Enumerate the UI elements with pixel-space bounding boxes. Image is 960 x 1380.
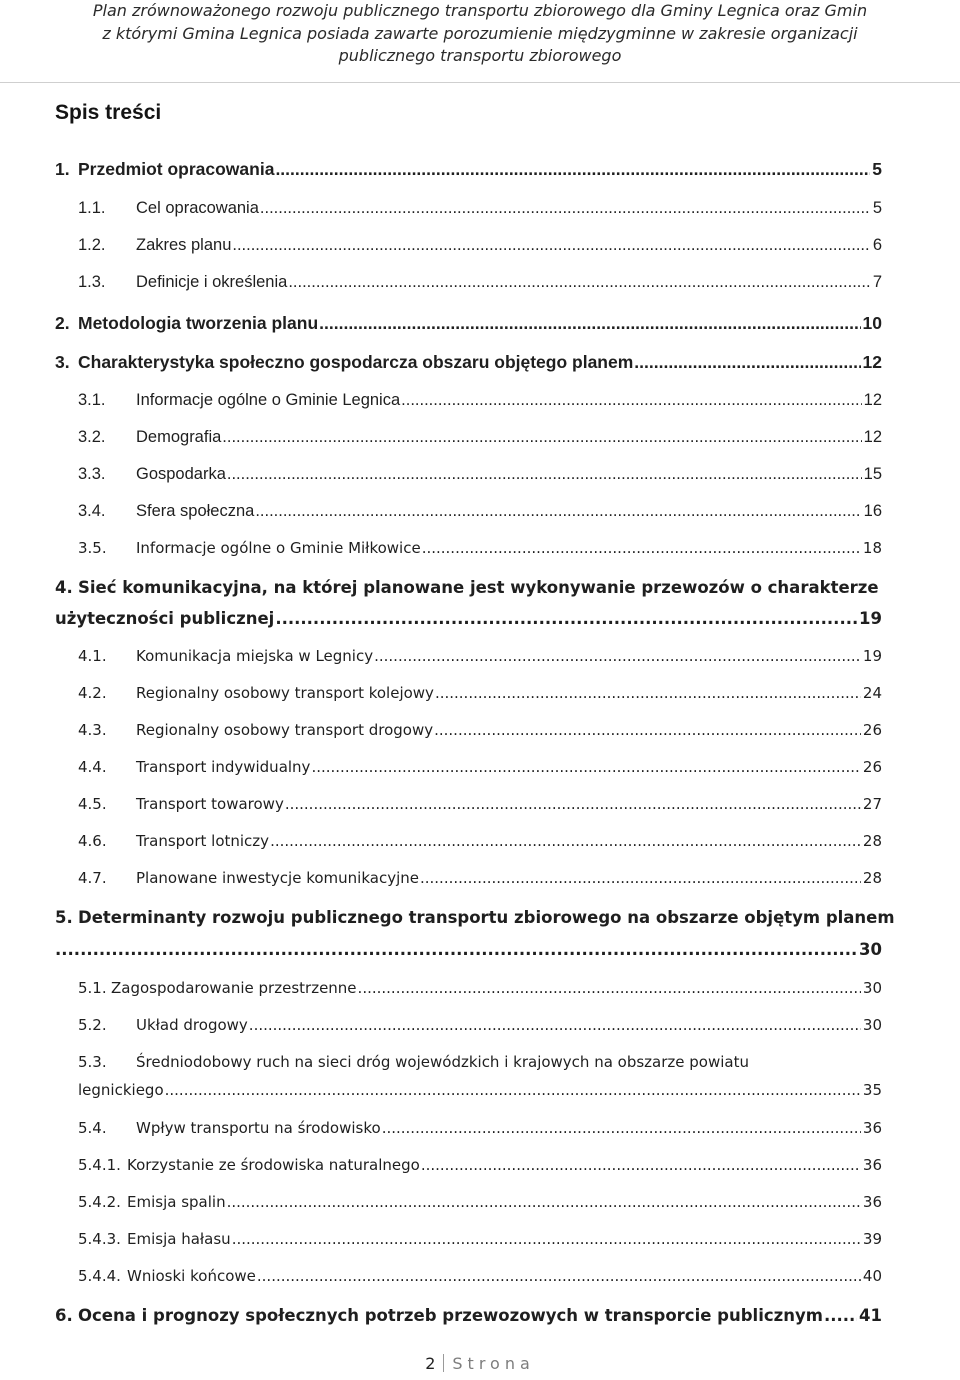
- toc-entry-title: Transport towarowy: [136, 795, 284, 813]
- page-number: 2: [425, 1354, 436, 1373]
- dot-leader: [288, 273, 870, 292]
- toc-entry[interactable]: [55, 313, 882, 334]
- toc-entry-title: Emisja spalin: [127, 1193, 226, 1211]
- toc-entry-number: 5.4.1.: [78, 1156, 121, 1174]
- toc-entry-page: 39: [862, 1230, 882, 1248]
- toc-entry-number: 4.2.: [78, 684, 107, 702]
- toc-entry-page: 19: [862, 647, 882, 665]
- toc-entry-number: 3.1.: [78, 391, 106, 409]
- toc-entry-title: Cel opracowania: [136, 199, 259, 217]
- toc-entry-page: 41: [859, 1306, 882, 1325]
- toc-entry-page: 28: [862, 832, 882, 850]
- toc-entry-number: 1.3.: [78, 273, 106, 291]
- dot-leader: [401, 391, 861, 410]
- toc-entry-number: 4.3.: [78, 721, 107, 739]
- toc-entry-number: 4.: [55, 578, 73, 597]
- toc-entry[interactable]: [78, 832, 882, 850]
- toc-entry[interactable]: [78, 1016, 882, 1034]
- dot-leader: [435, 684, 861, 702]
- toc-entry-page: 7: [872, 273, 882, 291]
- toc-entry[interactable]: [78, 428, 882, 447]
- header-line-3: publicznego transportu zbiorowego: [338, 46, 622, 65]
- toc-entry[interactable]: [78, 869, 882, 887]
- toc-entry-number: 3.2.: [78, 428, 106, 446]
- toc-entry-title-cont: użyteczności publicznej: [55, 609, 275, 628]
- dot-leader: [249, 1016, 861, 1034]
- toc-entry[interactable]: [55, 352, 882, 373]
- toc-entry-title: Zakres planu: [136, 236, 232, 254]
- toc-entry[interactable]: [78, 1193, 882, 1211]
- toc-entry-title: Ocena i prognozy społecznych potrzeb przewozowych w transporcie publicznym: [78, 1306, 823, 1325]
- toc-title: Spis treści: [55, 101, 162, 124]
- toc-entry-number: 1.1.: [78, 199, 106, 217]
- toc-entry-title: Wpływ transportu na środowisko: [136, 1119, 381, 1137]
- dot-leader: [634, 352, 860, 373]
- page-footer: [0, 1354, 960, 1373]
- toc-entry[interactable]: [55, 908, 895, 927]
- toc-entry-page: 36: [862, 1193, 882, 1211]
- toc-entry-page: 6: [872, 236, 882, 254]
- toc-entry-page: 5: [872, 199, 882, 217]
- toc-entry-number: 1.2.: [78, 236, 106, 254]
- toc-entry-title: Korzystanie ze środowiska naturalnego: [127, 1156, 420, 1174]
- dot-leader: [275, 609, 857, 628]
- toc-entry-title: Demografia: [136, 428, 222, 446]
- dot-leader: [227, 1193, 861, 1211]
- dot-leader: [382, 1119, 861, 1137]
- toc-entry-number: 4.6.: [78, 832, 107, 850]
- toc-entry-title: Transport lotniczy: [136, 832, 270, 850]
- toc-entry-continuation[interactable]: [78, 1081, 882, 1099]
- dot-leader: [260, 199, 871, 218]
- toc-entry[interactable]: [78, 795, 882, 813]
- header-line-1: Plan zrównoważonego rozwoju publicznego transportu zbiorowego dla Gminy Legnica oraz Gmin: [92, 1, 868, 20]
- toc-entry-number: 3.: [55, 352, 70, 372]
- dot-leader: [285, 795, 861, 813]
- dot-leader: [420, 869, 861, 887]
- toc-entry[interactable]: [78, 273, 882, 292]
- dot-leader: [275, 159, 870, 180]
- dot-leader: [319, 313, 860, 334]
- toc-entry-title: Transport indywidualny: [136, 758, 311, 776]
- toc-entry-title: Regionalny osobowy transport drogowy: [136, 721, 434, 739]
- toc-entry[interactable]: [78, 502, 882, 521]
- toc-entry-title: Komunikacja miejska w Legnicy: [136, 647, 374, 665]
- dot-leader: [270, 832, 861, 850]
- toc-entry-page: 30: [862, 979, 882, 997]
- toc-entry-number: 4.4.: [78, 758, 107, 776]
- toc-entry[interactable]: [55, 159, 882, 180]
- dot-leader: [255, 502, 861, 521]
- toc-entry-title: Sfera społeczna: [136, 502, 255, 520]
- toc-entry-page: 26: [862, 758, 882, 776]
- footer-divider: [443, 1354, 444, 1372]
- toc-entry-title: Wnioski końcowe: [127, 1267, 256, 1285]
- toc-entry-title: Układ drogowy: [136, 1016, 248, 1034]
- dot-leader: [422, 539, 861, 557]
- toc-entry[interactable]: [78, 1267, 882, 1285]
- toc-entry-page: 16: [863, 502, 882, 520]
- toc-entry-page: 12: [862, 352, 882, 372]
- toc-entry[interactable]: [78, 1053, 749, 1071]
- toc-entry-number: 1.: [55, 159, 70, 179]
- toc-entry-page: 5: [872, 159, 882, 179]
- toc-entry-number: 5.4.2.: [78, 1193, 121, 1211]
- toc-entry-title: Emisja hałasu: [127, 1230, 231, 1248]
- toc-entry[interactable]: [78, 465, 882, 484]
- toc-entry-number: 4.5.: [78, 795, 107, 813]
- toc-entry[interactable]: [78, 199, 882, 218]
- dot-leader: [311, 758, 860, 776]
- toc-entry[interactable]: [78, 647, 882, 665]
- header-line-2: z którymi Gmina Legnica posiada zawarte porozumienie międzygminne w zakresie organizacji: [102, 23, 858, 43]
- toc-entry-title: Informacje ogólne o Gminie Legnica: [136, 391, 401, 409]
- toc-entry-page: 15: [863, 465, 882, 483]
- toc-entry-number: 3.5.: [78, 539, 107, 557]
- toc-entry-page: 30: [862, 1016, 882, 1034]
- toc-entry-title: Definicje i określenia: [136, 273, 288, 291]
- toc-entry-number: 2.: [55, 313, 70, 333]
- toc-entry-title: Regionalny osobowy transport kolejowy: [136, 684, 434, 702]
- toc-entry[interactable]: [78, 1119, 882, 1137]
- toc-entry-page: 27: [862, 795, 882, 813]
- dot-leader: [374, 647, 861, 665]
- toc-entry-number: 3.4.: [78, 502, 106, 520]
- toc-entry[interactable]: [78, 758, 882, 776]
- toc-entry-number: 3.3.: [78, 465, 106, 483]
- toc-entry-page: 19: [859, 609, 882, 628]
- toc-entry-number: 5.2.: [78, 1016, 107, 1034]
- toc-entry-title: Przedmiot opracowania: [78, 159, 275, 179]
- toc-entry-page: 36: [862, 1119, 882, 1137]
- toc-entry-number: 4.1.: [78, 647, 107, 665]
- toc-entry-page: 10: [862, 313, 882, 333]
- toc-entry-title: Determinanty rozwoju publicznego transportu zbiorowego na obszarze objętym planem: [78, 908, 895, 927]
- dot-leader: [222, 428, 861, 447]
- toc-entry[interactable]: [78, 721, 882, 739]
- toc-entry[interactable]: [78, 236, 882, 255]
- toc-entry-title: Metodologia tworzenia planu: [78, 313, 319, 333]
- dot-leader: [257, 1267, 861, 1285]
- toc-entry-leader-line[interactable]: [55, 940, 882, 959]
- toc-entry[interactable]: [78, 1156, 882, 1174]
- toc-entry-page: 40: [862, 1267, 882, 1285]
- dot-leader: [824, 1306, 857, 1325]
- toc-entry-title: Gospodarka: [136, 465, 226, 483]
- toc-entry-page: 26: [862, 721, 882, 739]
- toc-entry-title: Średniodobowy ruch na sieci dróg wojewódzkich i krajowych na obszarze powiatu: [136, 1053, 750, 1071]
- toc-entry-page: 30: [859, 940, 882, 959]
- toc-entry-title: Sieć komunikacyjna, na której planowane jest wykonywanie przewozów o charakterze: [78, 578, 879, 597]
- toc-entry[interactable]: [78, 1230, 882, 1248]
- toc-entry-continuation[interactable]: [55, 609, 882, 628]
- dot-leader: [232, 236, 870, 255]
- toc-entry-title: Charakterystyka społeczno gospodarcza obszaru objętego planem: [78, 352, 634, 372]
- toc-entry-page: 12: [863, 428, 882, 446]
- dot-leader: [232, 1230, 861, 1248]
- toc-entry-number: 5.3.: [78, 1053, 107, 1071]
- dot-leader: [55, 940, 857, 959]
- toc-entry-page: 28: [862, 869, 882, 887]
- toc-entry-number: 5.: [55, 908, 73, 927]
- toc-entry-title: Zagospodarowanie przestrzenne: [111, 979, 357, 997]
- toc-entry[interactable]: [78, 684, 882, 702]
- toc-entry[interactable]: [55, 1306, 882, 1325]
- toc-entry-number: 6.: [55, 1306, 73, 1325]
- toc-entry[interactable]: [55, 578, 879, 597]
- toc-entry-number: 5.1.: [78, 979, 107, 997]
- toc-entry-page: 35: [862, 1081, 882, 1099]
- toc-entry[interactable]: [78, 539, 882, 557]
- toc-entry[interactable]: [78, 391, 882, 410]
- toc-entry-number: 5.4.: [78, 1119, 107, 1137]
- dot-leader: [227, 465, 862, 484]
- toc-entry-title-cont: legnickiego: [78, 1081, 164, 1099]
- dot-leader: [165, 1081, 861, 1099]
- dot-leader: [421, 1156, 861, 1174]
- toc-entry-page: 24: [862, 684, 882, 702]
- toc-entry-number: 5.4.4.: [78, 1267, 121, 1285]
- dot-leader: [434, 721, 861, 739]
- toc-entry-title: Informacje ogólne o Gminie Miłkowice: [136, 539, 421, 557]
- footer-label: Strona: [452, 1354, 535, 1373]
- toc-entry-number: 4.7.: [78, 869, 107, 887]
- toc-entry-page: 36: [862, 1156, 882, 1174]
- dot-leader: [358, 979, 861, 997]
- toc-entry-title: Planowane inwestycje komunikacyjne: [136, 869, 419, 887]
- toc-entry-page: 18: [862, 539, 882, 557]
- toc-entry-number: 5.4.3.: [78, 1230, 121, 1248]
- toc-entry[interactable]: [78, 979, 882, 997]
- toc-entry-page: 12: [863, 391, 882, 409]
